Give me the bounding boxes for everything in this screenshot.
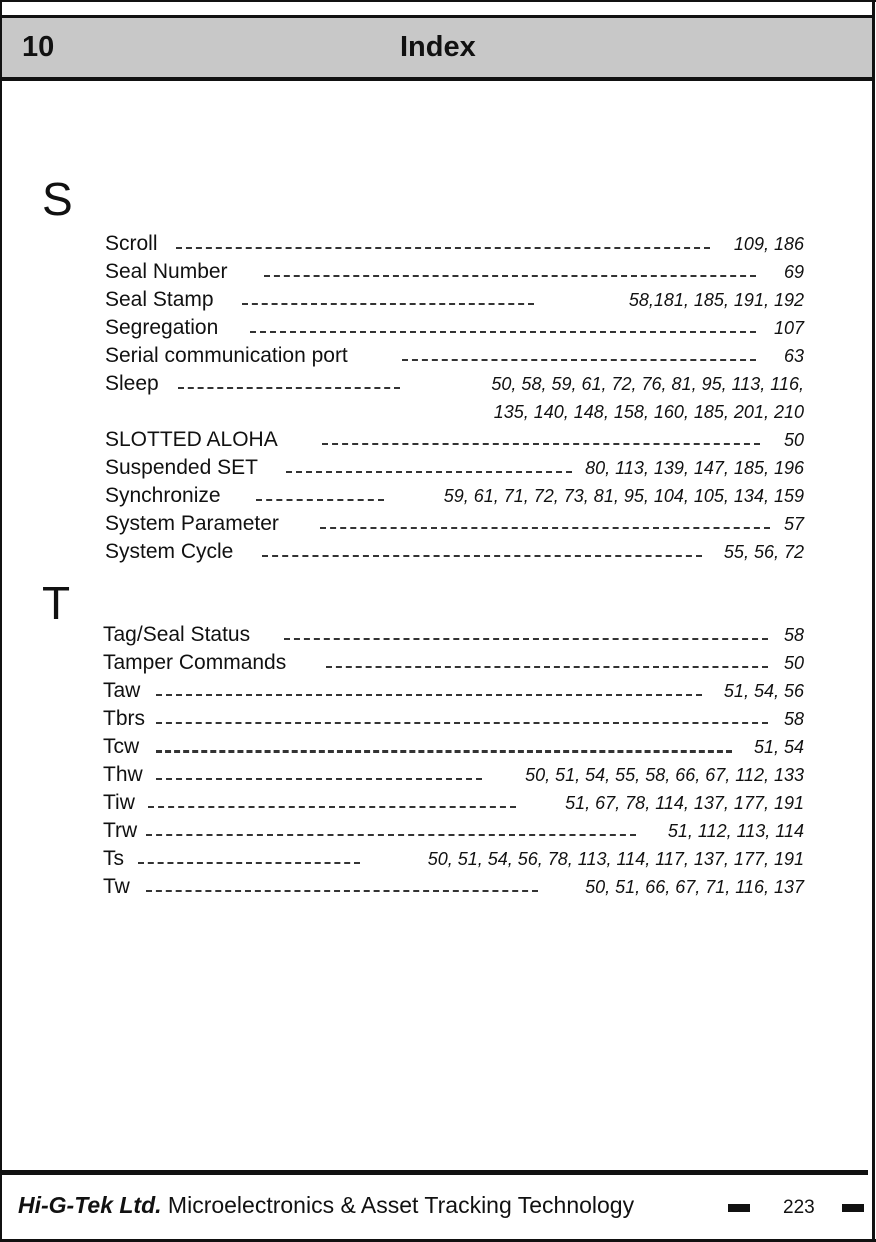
index-pages: 57 [783, 514, 804, 534]
index-term: Thw [103, 763, 143, 786]
index-entry [0, 819, 876, 847]
index-term: Tiw [103, 791, 135, 814]
leader-dots [156, 694, 702, 696]
index-term: Serial communication port [105, 344, 348, 367]
index-pages-continued: 135, 140, 148, 158, 160, 185, 201, 210 [493, 402, 804, 422]
index-entry [0, 456, 876, 484]
index-term: Tamper Commands [103, 651, 287, 674]
index-entry [0, 651, 876, 679]
leader-dots [242, 303, 534, 305]
page-border-right [872, 0, 875, 1242]
index-term: Seal Number [105, 260, 228, 283]
index-entry [0, 288, 876, 316]
index-entry [0, 847, 876, 875]
leader-dots [286, 471, 572, 473]
index-term: Tcw [103, 735, 140, 758]
index-term: Synchronize [105, 484, 221, 507]
page-number-marker-right [842, 1204, 864, 1212]
index-entry [0, 707, 876, 735]
index-entry [0, 875, 876, 903]
leader-dots [322, 443, 760, 445]
page-border-top [0, 0, 876, 2]
index-entry [0, 344, 876, 372]
index-pages: 51, 67, 78, 114, 137, 177, 191 [565, 793, 804, 813]
index-term: Taw [103, 679, 141, 702]
leader-dots [156, 722, 768, 724]
index-term: Tbrs [103, 707, 145, 730]
index-entry [0, 316, 876, 344]
leader-dots [146, 890, 538, 892]
index-pages: 50 [783, 653, 804, 673]
index-entry [0, 763, 876, 791]
index-entry [0, 623, 876, 651]
leader-dots [264, 275, 756, 277]
index-entry [0, 260, 876, 288]
section-letter-t: T [42, 577, 71, 629]
index-pages: 50, 51, 54, 56, 78, 113, 114, 117, 137, 177, 191 [427, 849, 804, 869]
page-number-marker-left [728, 1204, 750, 1212]
index-term: System Parameter [105, 512, 279, 535]
index-pages: 50, 51, 54, 55, 58, 66, 67, 112, 133 [525, 765, 804, 785]
index-pages: 55, 56, 72 [723, 542, 804, 562]
leader-dots [148, 806, 516, 808]
index-pages: 58 [783, 625, 804, 645]
index-pages: 58 [783, 709, 804, 729]
chapter-header [2, 15, 872, 81]
index-entry [0, 484, 876, 512]
leader-dots [262, 555, 702, 557]
page-number: 223 [783, 1197, 815, 1218]
index-pages: 107 [773, 318, 804, 338]
index-entry [0, 735, 876, 763]
index-term: System Cycle [105, 540, 234, 563]
leader-dots [256, 499, 384, 501]
index-entry [0, 540, 876, 568]
index-term: Tag/Seal Status [103, 623, 251, 646]
index-pages: 58,181, 185, 191, 192 [628, 290, 804, 310]
index-entry [0, 372, 876, 400]
footer-rule [2, 1170, 868, 1175]
index-term: Scroll [105, 232, 158, 255]
index-pages: 80, 113, 139, 147, 185, 196 [585, 458, 804, 478]
leader-dots [156, 778, 482, 780]
index-pages: 51, 112, 113, 114 [667, 821, 804, 841]
company-tagline: Microelectronics & Asset Tracking Technology [167, 1192, 635, 1218]
index-pages: 50, 58, 59, 61, 72, 76, 81, 95, 113, 116, [491, 374, 804, 394]
company-name: Hi-G-Tek Ltd. [18, 1192, 162, 1218]
index-pages: 109, 186 [733, 234, 804, 254]
leader-dots [320, 527, 770, 529]
index-entry [0, 679, 876, 707]
page-title: Index [400, 31, 476, 63]
index-term: Seal Stamp [105, 288, 214, 311]
index-term: Tw [103, 875, 130, 898]
leader-dots [156, 750, 732, 753]
leader-dots [250, 331, 756, 333]
index-pages: 59, 61, 71, 72, 73, 81, 95, 104, 105, 134, 159 [443, 486, 804, 506]
index-pages: 50, 51, 66, 67, 71, 116, 137 [585, 877, 804, 897]
section-letter-s: S [42, 173, 73, 225]
index-term: Ts [103, 847, 124, 870]
index-pages: 69 [783, 262, 804, 282]
leader-dots [178, 387, 400, 389]
footer [18, 1192, 634, 1219]
leader-dots [146, 834, 636, 836]
leader-dots [402, 359, 756, 361]
index-entry [0, 428, 876, 456]
page-border-left [0, 0, 2, 1242]
index-term: SLOTTED ALOHA [105, 428, 278, 451]
chapter-number: 10 [22, 31, 55, 63]
index-entry [0, 232, 876, 260]
index-entry [0, 512, 876, 540]
index-entry [0, 791, 876, 819]
index-pages: 51, 54, 56 [723, 681, 804, 701]
leader-dots [176, 247, 710, 249]
leader-dots [284, 638, 768, 640]
index-pages: 51, 54 [753, 737, 804, 757]
leader-dots [138, 862, 360, 864]
index-term: Sleep [105, 372, 159, 395]
index-term: Segregation [105, 316, 219, 339]
leader-dots [326, 666, 768, 668]
index-term: Suspended SET [105, 456, 258, 479]
index-term: Trw [103, 819, 138, 842]
index-pages: 63 [783, 346, 804, 366]
index-pages: 50 [783, 430, 804, 450]
